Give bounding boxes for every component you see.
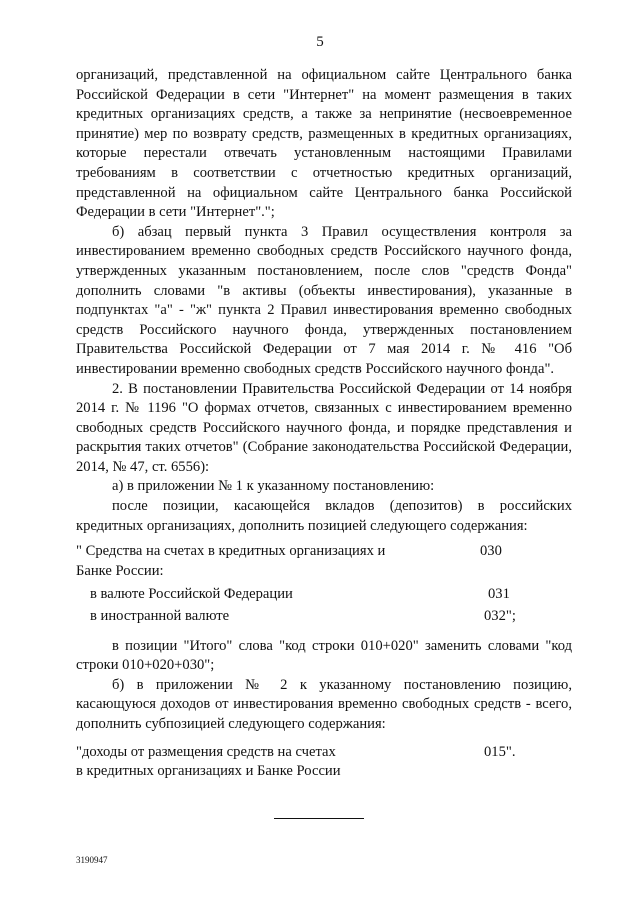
row-label: в иностранной валюте xyxy=(90,608,230,625)
row-label: Банке России: xyxy=(76,562,164,579)
row-label: в валюте Российской Федерации xyxy=(90,586,293,603)
paragraph-total-change: в позиции "Итого" слова "код строки 010+020" заменить словами "код строки 010+020+030"; xyxy=(76,637,572,674)
row-code: 031 xyxy=(488,586,510,603)
paragraph-item-b: б) абзац первый пункта 3 Правил осуществления контроля за инвестированием временно свободных средств Российского научного фонда, утвержденных указанным постановлением, после слов "средств Фонда" дополнить словами "в активы (объекты инвестирования), указанные в подпунктах "а" - "ж" пункта 2 Правил инвестирования временно свободных средств Российского научного фонда, утвержденных постановлением Правительства Российской Федерации от 7 мая 2014 г. № 416 "Об инвестировании временно свободных средств Российского научного фонда". xyxy=(76,223,572,377)
paragraph-item-2: 2. В постановлении Правительства Российской Федерации от 14 ноября 2014 г. № 1196 "О формах отчетов, связанных с инвестированием временно свободных средств Российского научного фонда, и порядке представления и раскрытия таких отчетов" (Собрание законодательства Российской Федерации, 2014, № 47, ст. 6556): xyxy=(76,380,572,475)
table-row xyxy=(76,607,572,627)
page-number: 5 xyxy=(316,34,324,50)
paragraph-insert-position: после позиции, касающейся вкладов (депозитов) в российских кредитных организациях, дополнить позицией следующего содержания: xyxy=(76,498,572,534)
paragraph-item-a: а) в приложении № 1 к указанному постановлению: xyxy=(112,478,435,495)
spacer xyxy=(76,735,572,743)
inserted-table-2 xyxy=(76,743,572,782)
closing-rule xyxy=(274,818,364,819)
inserted-table-1 xyxy=(76,542,572,626)
row-code: 032"; xyxy=(484,608,516,625)
table-row xyxy=(76,542,572,562)
row-code: 030 xyxy=(480,543,502,560)
row-code: 015". xyxy=(484,743,516,760)
document-id: 3190947 xyxy=(76,855,108,865)
spacer xyxy=(76,627,572,637)
paragraph-item-b2: б) в приложении № 2 к указанному постановлению позицию, касающуюся доходов от инвестирования временно свободных средств - всего, дополнить субпозицией следующего содержания: xyxy=(76,676,572,732)
row-label: " Средства на счетах в кредитных организациях и xyxy=(76,543,386,560)
paragraph-continuation: организаций, представленной на официальном сайте Центрального банка Российской Федерации в сети "Интернет" на момент размещения в таких кредитных организациях средств, а также за непринятие (несвоевременное принятие) мер по возврату средств, размещенных в кредитных организациях, которые перестали отвечать установленным настоящими Правилами требованиям в соответствии с отчетностью кредитных организаций, представленной на официальном сайте Центрального банка Российской Федерации в сети "Интернет"."; xyxy=(76,67,572,221)
table-row xyxy=(76,562,572,582)
table-row xyxy=(76,762,572,782)
table-row xyxy=(76,743,572,763)
row-label: "доходы от размещения средств на счетах xyxy=(76,743,336,760)
row-label: в кредитных организациях и Банке России xyxy=(76,763,341,780)
table-row xyxy=(76,585,572,605)
document-body xyxy=(76,66,572,782)
